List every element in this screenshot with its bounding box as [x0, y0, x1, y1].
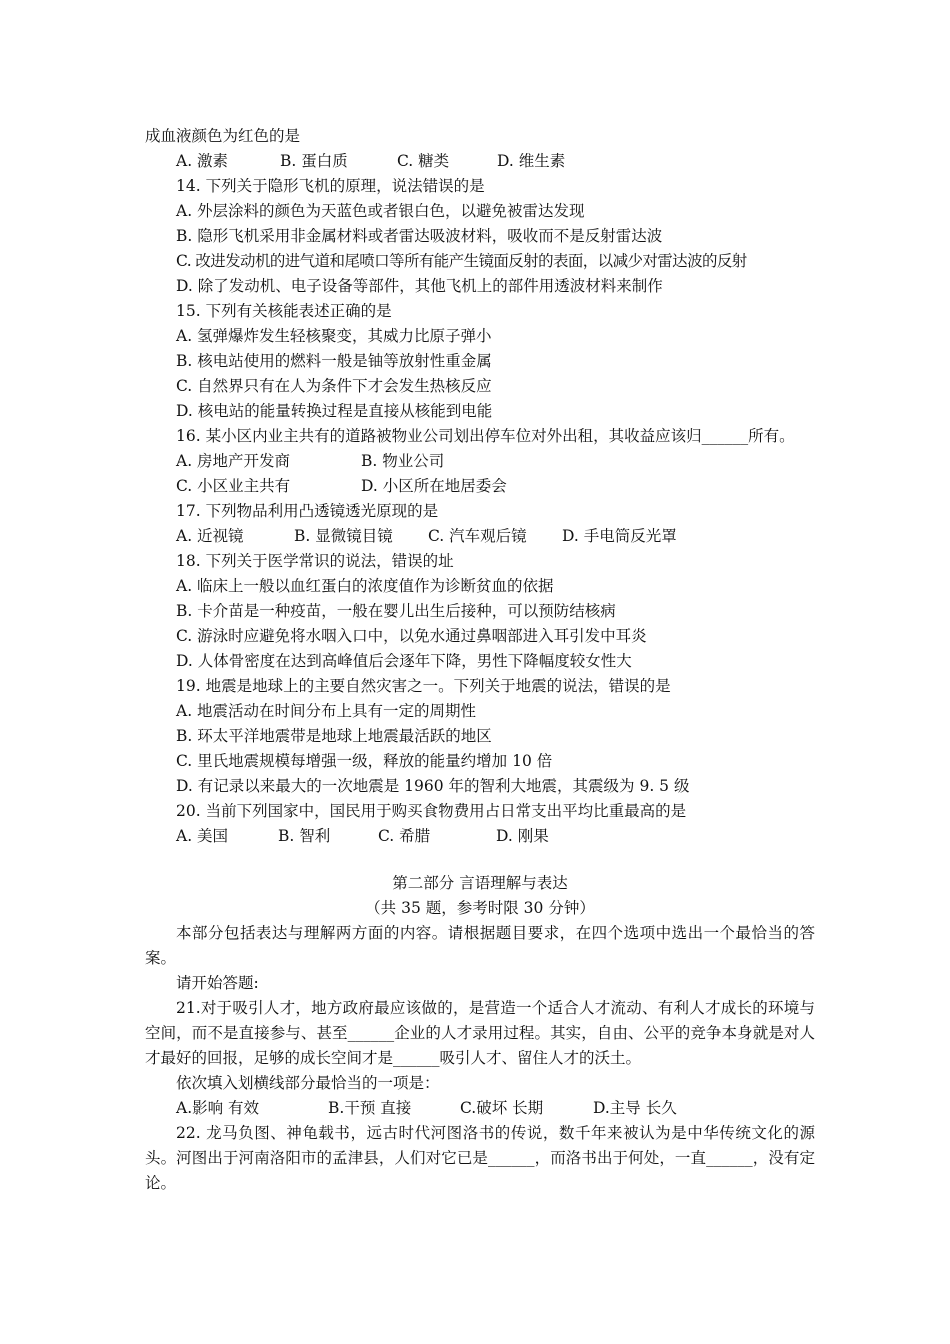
- option-b: B. 智利: [278, 827, 331, 845]
- question-21-stem: 依次填入划横线部分最恰当的一项是：: [176, 1074, 440, 1092]
- question-21-passage: 21.对于吸引人才，地方政府最应该做的，是营造一个适合人才流动、有利人才成长的环境与空间，而不是直接参与、甚至______企业的人才录用过程。其实，自由、公平的竞争本身就是对人才最好的回报，足够的成长空间才是______吸引人才、留住人才的沃土。: [145, 999, 815, 1067]
- question-19-option-c: C. 里氏地震规模每增强一级，释放的能量约增加 10 倍: [176, 752, 553, 770]
- question-21-options: [145, 1096, 815, 1121]
- question-18-stem: 18. 下列关于医学常识的说法，错误的址: [176, 552, 454, 570]
- option-d: D. 维生素: [497, 152, 566, 170]
- question-13-stem-continued: 成血液颜色为红色的是: [145, 127, 301, 145]
- question-15-option-b: B. 核电站使用的燃料一般是铀等放射性重金属: [176, 352, 492, 370]
- option-a: A.影响 有效: [176, 1099, 260, 1117]
- question-19-stem: 19. 地震是地球上的主要自然灾害之一。下列关于地震的说法，错误的是: [176, 677, 671, 695]
- question-14-stem: 14. 下列关于隐形飞机的原理，说法错误的是: [176, 177, 485, 195]
- option-b: B. 显微镜目镜: [294, 527, 393, 545]
- question-15-option-a: A. 氢弹爆炸发生轻核聚变，其威力比原子弹小: [176, 327, 492, 345]
- section-title: 第二部分 言语理解与表达: [392, 874, 568, 892]
- question-20-options: [145, 824, 815, 849]
- question-17-stem: 17. 下列物品利用凸透镜透光原现的是: [176, 502, 439, 520]
- option-d: D. 小区所在地居委会: [361, 477, 507, 495]
- question-14-option-a: A. 外层涂料的颜色为天蓝色或者银白色，以避免被雷达发现: [176, 202, 585, 220]
- option-b: B. 蛋白质: [280, 152, 348, 170]
- option-d: D. 刚果: [496, 827, 549, 845]
- question-13-options: [145, 149, 815, 174]
- question-17-options: [145, 524, 815, 549]
- question-18-option-d: D. 人体骨密度在达到高峰值后会逐年下降，男性下降幅度较女性大: [176, 652, 632, 670]
- section-subtitle: （共 35 题，参考时限 30 分钟）: [365, 899, 595, 917]
- question-14-option-b: B. 隐形飞机采用非金属材料或者雷达吸波材料，吸收而不是反射雷达波: [176, 227, 663, 245]
- question-18-option-b: B. 卡介苗是一种疫苗，一般在婴儿出生后接种，可以预防结核病: [176, 602, 616, 620]
- question-19-option-d: D. 有记录以来最大的一次地震是 1960 年的智利大地震，其震级为 9. 5 级: [176, 777, 690, 795]
- option-d: D.主导 长久: [593, 1099, 677, 1117]
- question-16-options-ab: [145, 449, 815, 474]
- question-20-stem: 20. 当前下列国家中，国民用于购买食物费用占日常支出平均比重最高的是: [176, 802, 687, 820]
- option-a: A. 房地产开发商: [176, 452, 291, 470]
- option-c: C. 汽车观后镜: [428, 527, 527, 545]
- option-a: A. 激素: [176, 152, 229, 170]
- question-14-option-d: D. 除了发动机、电子设备等部件，其他飞机上的部件用透波材料来制作: [176, 277, 663, 295]
- option-c: C. 小区业主共有: [176, 477, 291, 495]
- question-15-option-d: D. 核电站的能量转换过程是直接从核能到电能: [176, 402, 493, 420]
- section-instructions: 本部分包括表达与理解两方面的内容。请根据题目要求，在四个选项中选出一个最恰当的答案。: [145, 924, 815, 967]
- question-18-option-a: A. 临床上一般以血红蛋白的浓度值作为诊断贫血的依据: [176, 577, 554, 595]
- option-a: A. 近视镜: [176, 527, 244, 545]
- question-16-stem: 16. 某小区内业主共有的道路被物业公司划出停车位对外出租，其收益应该归______所有。: [176, 427, 795, 445]
- question-14-option-c: C. 改进发动机的进气道和尾喷口等所有能产生镜面反射的表面，以减少对雷达波的反射: [176, 252, 747, 270]
- option-d: D. 手电筒反光罩: [562, 527, 677, 545]
- option-c: C. 糖类: [397, 152, 450, 170]
- option-b: B. 物业公司: [361, 452, 445, 470]
- option-a: A. 美国: [176, 827, 229, 845]
- document-page: [145, 124, 815, 1196]
- question-19-option-b: B. 环太平洋地震带是地球上地震最活跃的地区: [176, 727, 492, 745]
- question-16-options-cd: [145, 474, 815, 499]
- question-18-option-c: C. 游泳时应避免将水咽入口中，以免水通过鼻咽部进入耳引发中耳炎: [176, 627, 647, 645]
- start-prompt: 请开始答题:: [176, 974, 259, 992]
- option-c: C. 希腊: [378, 827, 431, 845]
- question-15-stem: 15. 下列有关核能表述正确的是: [176, 302, 392, 320]
- question-22-passage: 22. 龙马负图、神龟载书，远古时代河图洛书的传说，数千年来被认为是中华传统文化的源头。河图出于河南洛阳市的孟津县，人们对它已是______，而洛书出于何处，一直______，没有定论。: [145, 1124, 815, 1192]
- question-15-option-c: C. 自然界只有在人为条件下才会发生热核反应: [176, 377, 492, 395]
- option-b: B.干预 直接: [328, 1099, 412, 1117]
- section-gap: [145, 849, 815, 871]
- option-c: C.破坏 长期: [460, 1099, 544, 1117]
- question-19-option-a: A. 地震活动在时间分布上具有一定的周期性: [176, 702, 477, 720]
